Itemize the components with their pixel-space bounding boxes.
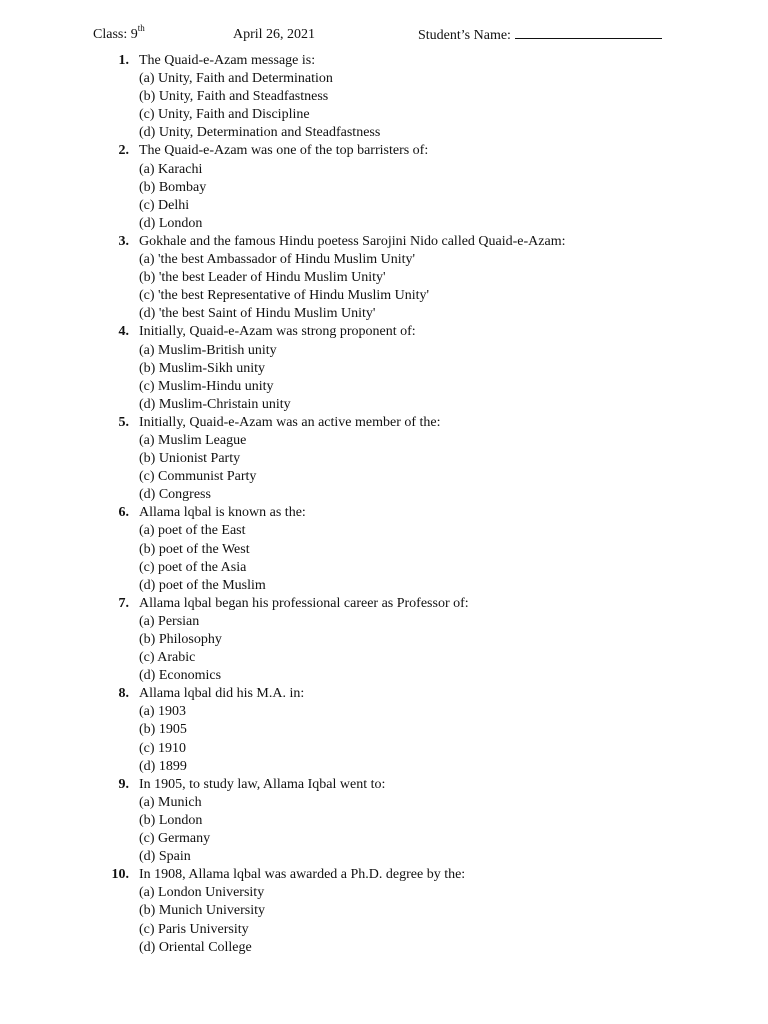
question-number: 2. [118, 143, 129, 159]
question-item [0, 776, 768, 794]
answer-option [0, 631, 768, 649]
question-item [0, 52, 768, 70]
answer-option [0, 360, 768, 378]
answer-option-text: (b) Philosophy [139, 632, 222, 647]
answer-option [0, 794, 768, 812]
answer-option [0, 721, 768, 739]
class-label: Class: 9th [93, 23, 145, 42]
answer-option-text: (a) Karachi [139, 161, 203, 177]
question-item [0, 866, 768, 884]
answer-option-text: (b) Munich University [139, 903, 265, 919]
question-text: Allama lqbal began his professional career as Professor of: [139, 595, 469, 611]
answer-option [0, 215, 768, 233]
worksheet-header [0, 25, 768, 45]
answer-option-text: (a) poet of the East [139, 523, 246, 539]
answer-option [0, 468, 768, 486]
question-number: 9. [118, 776, 129, 792]
answer-option [0, 921, 768, 939]
answer-option-text: (a) Muslim-British unity [139, 342, 277, 358]
answer-option [0, 197, 768, 215]
question-number: 7. [118, 595, 129, 611]
answer-option [0, 305, 768, 323]
answer-option-text: (c) 1910 [139, 740, 187, 756]
answer-option-text: (c) Communist Party [139, 469, 257, 485]
answer-option [0, 613, 768, 631]
answer-option [0, 758, 768, 776]
answer-option [0, 884, 768, 902]
answer-option [0, 848, 768, 866]
answer-option [0, 342, 768, 360]
question-item [0, 414, 768, 432]
answer-option-text: (b) Unionist Party [139, 451, 241, 467]
question-item [0, 685, 768, 703]
question-item [0, 142, 768, 160]
answer-option-text: (d) Congress [139, 487, 211, 503]
answer-option [0, 124, 768, 142]
answer-option [0, 703, 768, 721]
answer-option-text: (b) poet of the West [139, 541, 250, 557]
answer-option-text: (d) Oriental College [139, 939, 252, 955]
answer-option [0, 812, 768, 830]
question-text: The Quaid-e-Azam was one of the top barristers of: [139, 143, 429, 159]
question-number: 6. [118, 505, 129, 521]
answer-option-text: (c) Arabic [139, 650, 196, 666]
answer-option [0, 179, 768, 197]
answer-option [0, 450, 768, 468]
answer-option [0, 667, 768, 685]
answer-option [0, 396, 768, 414]
question-number: 1. [118, 53, 129, 68]
answer-option [0, 378, 768, 396]
question-number: 8. [118, 686, 129, 702]
answer-option [0, 88, 768, 106]
answer-option [0, 559, 768, 577]
answer-option-text: (b) 1905 [139, 722, 187, 738]
answer-option-text: (d) 'the best Saint of Hindu Muslim Unity' [139, 306, 376, 322]
question-item [0, 595, 768, 613]
question-number: 4. [118, 324, 129, 340]
answer-option-text: (b) Muslim-Sikh unity [139, 360, 266, 376]
answer-option-text: (a) Muslim League [139, 432, 247, 448]
question-item [0, 504, 768, 522]
answer-option [0, 161, 768, 179]
answer-option [0, 740, 768, 758]
answer-option-text: (c) Muslim-Hindu unity [139, 378, 274, 394]
class-superscript: th [137, 23, 145, 34]
answer-option-text: (c) Paris University [139, 921, 249, 937]
answer-option-text: (d) Spain [139, 849, 191, 865]
answer-option-text: (c) Delhi [139, 197, 190, 213]
answer-option-text: (d) Muslim-Christain unity [139, 396, 291, 412]
answer-option-text: (d) poet of the Muslim [139, 577, 266, 593]
answer-option [0, 577, 768, 595]
answer-option [0, 541, 768, 559]
student-name-blank-line [515, 25, 662, 39]
answer-option-text: (b) London [139, 812, 203, 828]
answer-option [0, 522, 768, 540]
answer-option-text: (d) Economics [139, 668, 222, 684]
answer-option-text: (a) London University [139, 885, 265, 901]
answer-option-text: (d) Unity, Determination and Steadfastness [139, 125, 381, 141]
question-item [0, 323, 768, 341]
answer-option-text: (a) Munich [139, 794, 202, 810]
answer-option-text: (a) Unity, Faith and Determination [139, 71, 333, 87]
answer-option-text: (d) 1899 [139, 758, 187, 774]
question-list [0, 52, 768, 957]
question-number: 3. [118, 233, 129, 249]
question-text: Initially, Quaid-e-Azam was strong proponent of: [139, 324, 416, 340]
answer-option-text: (a) Persian [139, 613, 200, 629]
answer-option [0, 106, 768, 124]
answer-option-text: (a) 1903 [139, 704, 187, 720]
answer-option-text: (b) Unity, Faith and Steadfastness [139, 89, 329, 105]
question-text: In 1905, to study law, Allama Iqbal went to: [139, 776, 386, 792]
question-item [0, 233, 768, 251]
answer-option-text: (d) London [139, 215, 203, 231]
answer-option [0, 287, 768, 305]
question-number: 10. [111, 867, 129, 883]
answer-option [0, 649, 768, 667]
student-name-field [418, 25, 662, 46]
student-name-label: Student’s Name: [418, 28, 511, 43]
answer-option [0, 486, 768, 504]
answer-option [0, 830, 768, 848]
question-text: Initially, Quaid-e-Azam was an active member of the: [139, 414, 441, 430]
answer-option [0, 251, 768, 269]
question-text: Allama lqbal is known as the: [139, 505, 306, 521]
answer-option-text: (c) 'the best Representative of Hindu Muslim Unity' [139, 288, 430, 304]
answer-option-text: (c) poet of the Asia [139, 559, 247, 575]
question-text: Gokhale and the famous Hindu poetess Sarojini Nido called Quaid-e-Azam: [139, 233, 566, 249]
answer-option-text: (b) Bombay [139, 179, 207, 195]
question-text: In 1908, Allama lqbal was awarded a Ph.D. degree by the: [139, 867, 466, 883]
answer-option-text: (a) 'the best Ambassador of Hindu Muslim Unity' [139, 252, 416, 268]
answer-option [0, 269, 768, 287]
question-number: 5. [118, 414, 129, 430]
answer-option-text: (c) Unity, Faith and Discipline [139, 107, 310, 123]
answer-option [0, 939, 768, 957]
answer-option [0, 902, 768, 920]
question-text: The Quaid-e-Azam message is: [139, 53, 316, 68]
answer-option [0, 70, 768, 88]
answer-option-text: (b) 'the best Leader of Hindu Muslim Unity' [139, 270, 386, 286]
date-label: April 26, 2021 [233, 27, 316, 42]
answer-option [0, 432, 768, 450]
answer-option-text: (c) Germany [139, 831, 211, 847]
question-text: Allama lqbal did his M.A. in: [139, 686, 305, 702]
